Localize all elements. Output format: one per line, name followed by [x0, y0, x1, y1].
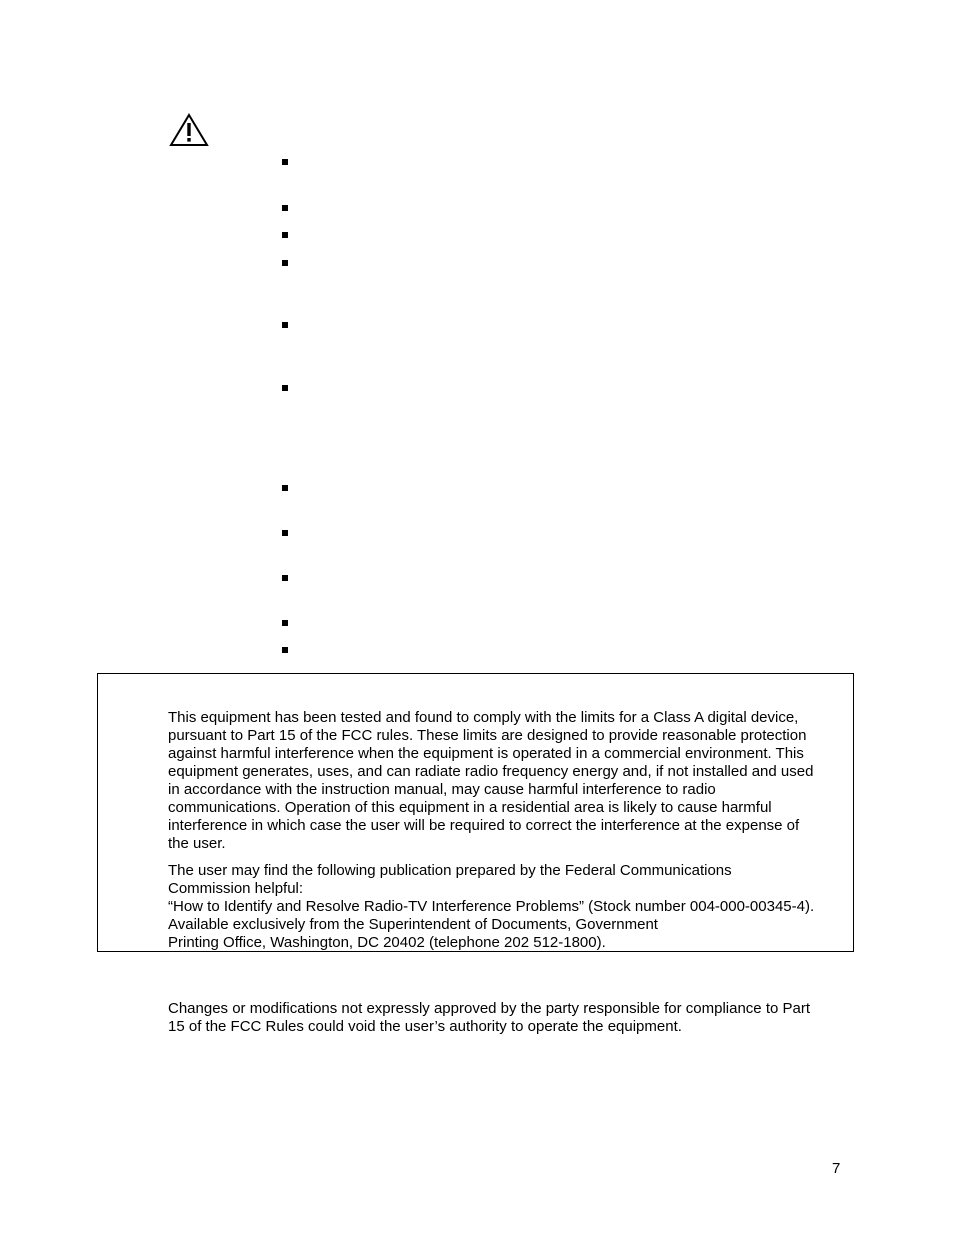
list-bullet [282, 620, 288, 626]
warning-triangle-icon [169, 113, 209, 147]
list-bullet [282, 647, 288, 653]
list-bullet [282, 232, 288, 238]
list-bullet [282, 322, 288, 328]
modifications-warning-paragraph: Changes or modifications not expressly approved by the party responsible for compliance to Part 15 of the FCC Rules could void the user’s authority to operate the equipment. [168, 1000, 811, 1035]
list-bullet [282, 485, 288, 491]
fcc-compliance-paragraph: This equipment has been tested and found to comply with the limits for a Class A digital device, pursuant to Part 15 of the FCC rules. These limits are designed to provide reasonable protection against harmful interference when the equipment is operated in a commercial environment. This equipment generates, uses, and can radiate radio frequency energy and, if not installed and used in accordance with the instruction manual, may cause harmful interference to radio communications. Operation of this equipment in a residential area is likely to cause harmful interference in which case the user will be required to correct the interference at the expense of the user. [168, 709, 814, 852]
list-bullet [282, 385, 288, 391]
list-bullet [282, 260, 288, 266]
page-number: 7 [832, 1160, 841, 1177]
list-bullet [282, 159, 288, 165]
list-bullet [282, 205, 288, 211]
list-bullet [282, 530, 288, 536]
list-bullet [282, 575, 288, 581]
fcc-publication-paragraph: The user may find the following publication prepared by the Federal Communications Commission helpful: “How to Identify and Resolve Radio-TV Interference Problems” (Stock number 004-000-00345-4). Available exclusively from the Superintendent of Documents, Government Printing Office, Washington, DC 20402 (telephone 202 512-1800). [168, 862, 815, 951]
